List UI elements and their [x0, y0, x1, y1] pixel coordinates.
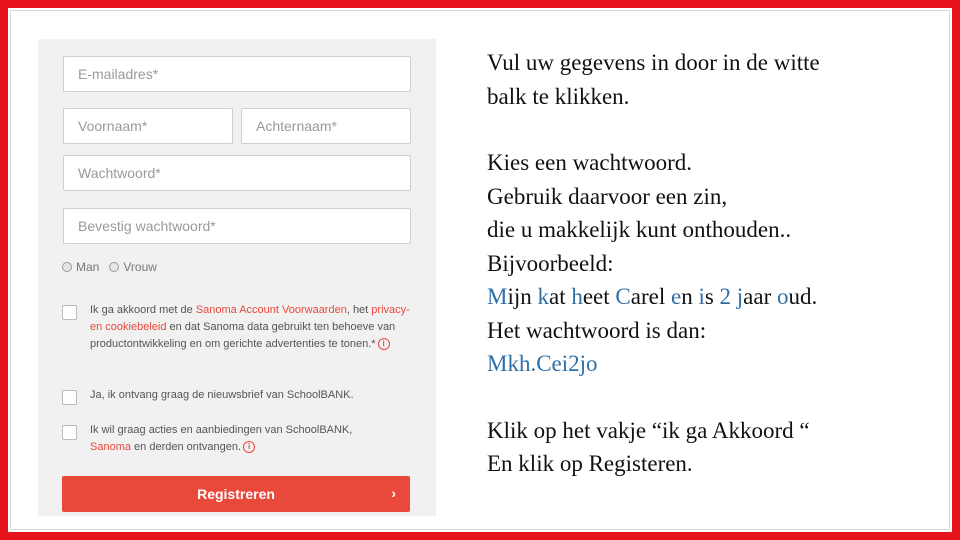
word-rest: s — [704, 284, 720, 309]
lastname-field[interactable] — [241, 108, 411, 144]
instruction-line: Het wachtwoord is dan: — [487, 317, 707, 343]
highlight-letter: 2 — [719, 284, 732, 309]
terms-text-part: Ik ga akkoord met de — [90, 304, 196, 316]
offers-text — [90, 422, 415, 456]
newsletter-checkbox[interactable] — [62, 390, 77, 405]
word-rest: n — [681, 284, 699, 309]
highlight-letter: C — [615, 284, 631, 309]
password-field[interactable] — [63, 155, 411, 191]
word-rest: eet — [582, 284, 616, 309]
highlight-letter: h — [571, 284, 583, 309]
info-icon[interactable]: i — [378, 338, 390, 350]
confirm-password-field[interactable] — [63, 208, 411, 244]
instruction-line: En klik op Registeren. — [487, 451, 693, 476]
chevron-right-icon: › — [391, 485, 396, 501]
word-rest: arel — [630, 284, 671, 309]
newsletter-consent — [62, 387, 415, 405]
word-rest: aar — [743, 284, 777, 309]
instruction-line: Klik op het vakje “ik ga Akkoord “ — [487, 417, 810, 443]
example-sentence — [487, 280, 927, 314]
info-icon[interactable]: i — [243, 441, 255, 453]
word-rest: ud. — [788, 284, 818, 309]
terms-link[interactable]: Sanoma Account Voorwaarden — [195, 304, 347, 316]
terms-text — [90, 302, 415, 353]
register-button-label: Registreren — [197, 486, 275, 502]
highlight-letter: e — [670, 284, 682, 309]
instruction-line: Gebruik daarvoor een zin, — [487, 183, 728, 209]
word-rest: at — [548, 284, 572, 309]
terms-text-part: en dat Sanoma data gebruikt ten behoeve van productontwikkeling en om gerichte advertenties te tonen.* — [90, 321, 396, 350]
firstname-field[interactable] — [63, 108, 233, 144]
instructions-text — [487, 46, 927, 481]
instruction-line: balk te klikken. — [487, 83, 630, 109]
highlight-letter: M — [487, 284, 508, 309]
gender-radio-group — [62, 260, 167, 274]
email-field[interactable] — [63, 56, 411, 92]
instruction-line: Bijvoorbeeld: — [487, 250, 614, 276]
highlight-letter: i — [698, 284, 705, 309]
offers-text-part: en derden ontvangen. — [130, 441, 242, 453]
gender-female-radio[interactable] — [109, 262, 119, 272]
word-rest: ijn — [507, 284, 538, 309]
gender-male-label[interactable]: Man — [76, 260, 100, 274]
gender-female-label[interactable]: Vrouw — [123, 260, 157, 274]
instruction-line: die u makkelijk kunt onthouden.. — [487, 217, 792, 242]
highlight-letter: o — [777, 284, 789, 309]
highlight-letter: j — [736, 284, 744, 309]
offers-consent — [62, 422, 415, 456]
terms-consent — [62, 302, 415, 353]
terms-text-part: , het — [346, 304, 372, 316]
gender-male-radio[interactable] — [62, 262, 72, 272]
offers-checkbox[interactable] — [62, 425, 77, 440]
privacy-link[interactable]: privacy- en cookiebeleid — [90, 304, 410, 333]
register-button[interactable] — [62, 476, 410, 512]
instruction-line: Vul uw gegevens in door in de witte — [487, 50, 820, 75]
password-example: Mkh.Cei2jo — [487, 351, 598, 376]
terms-checkbox[interactable] — [62, 305, 77, 320]
sanoma-link[interactable]: Sanoma — [90, 441, 131, 453]
instruction-line: Kies een wachtwoord. — [487, 150, 693, 175]
registration-form — [38, 39, 436, 516]
offers-text-part: Ik wil graag acties en aanbiedingen van SchoolBANK, — [90, 424, 353, 436]
highlight-letter: k — [537, 284, 549, 309]
newsletter-text: Ja, ik ontvang graag de nieuwsbrief van SchoolBANK. — [90, 389, 354, 401]
